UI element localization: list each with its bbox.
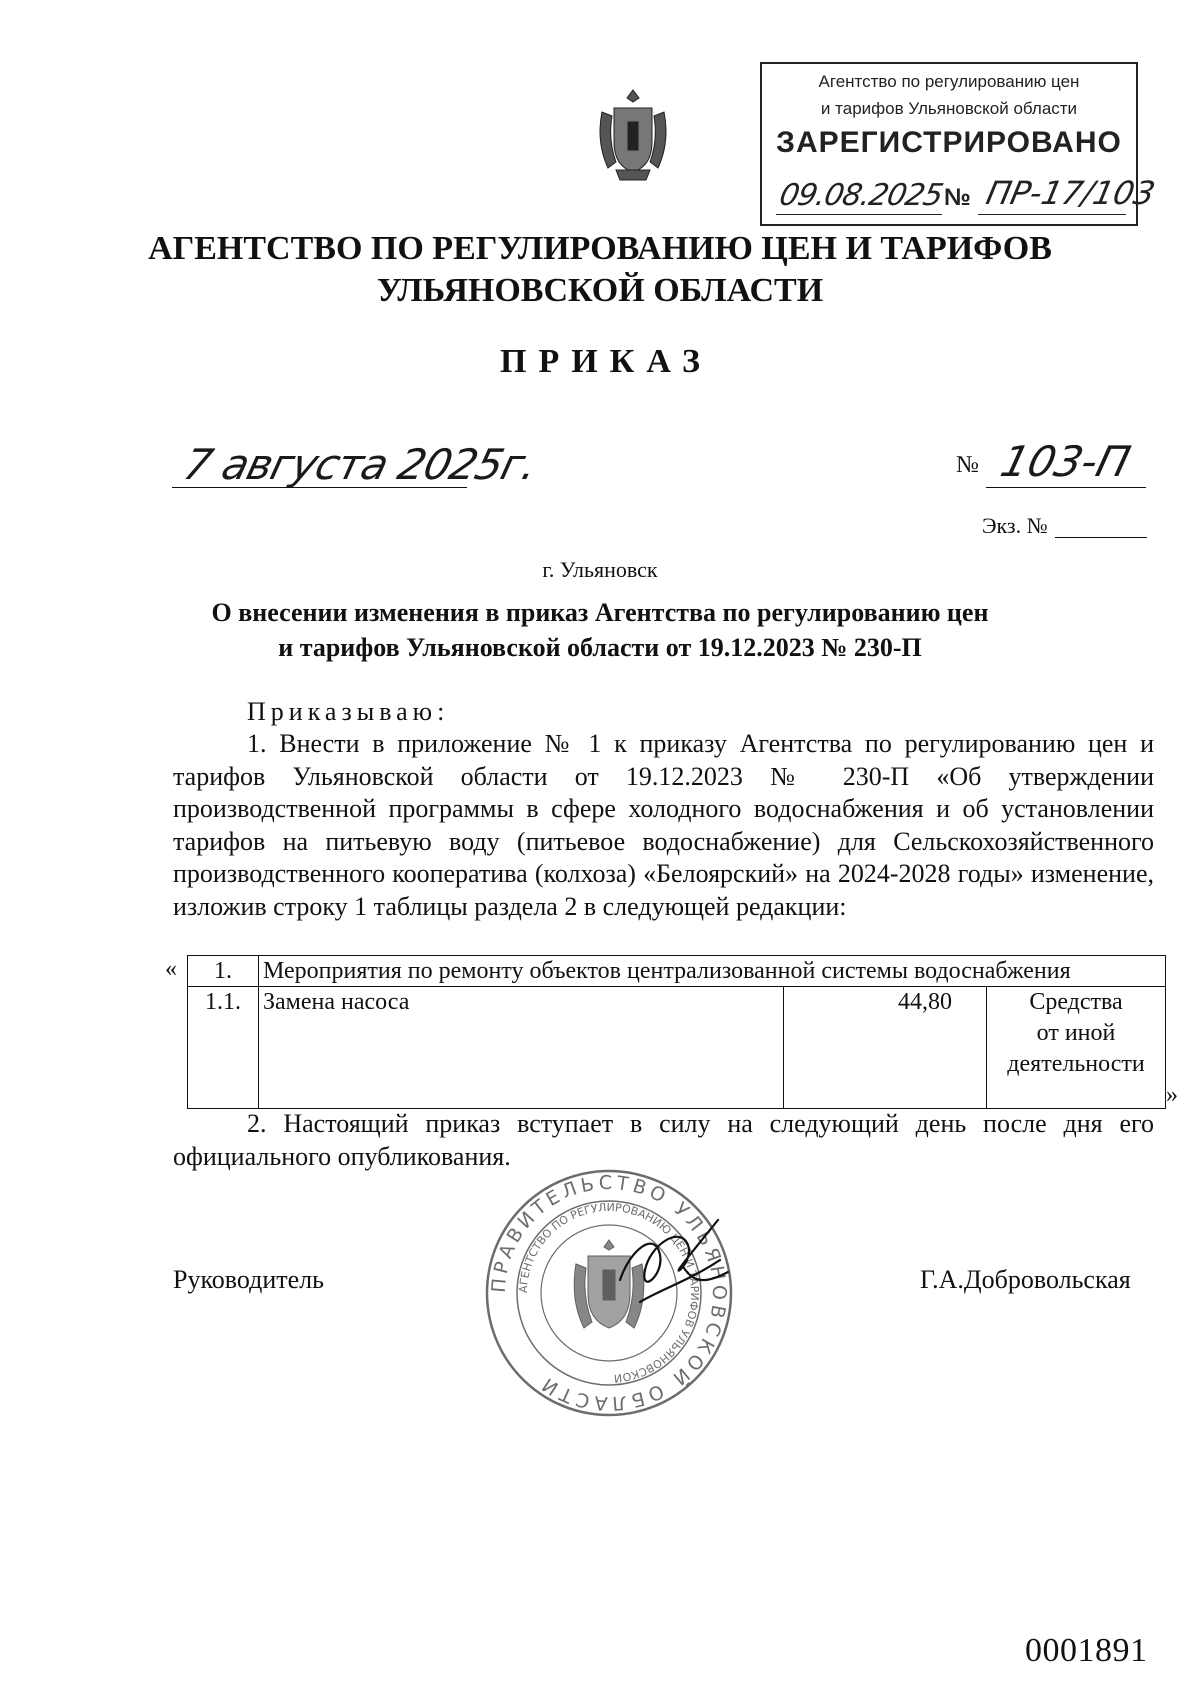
table-row — [188, 956, 1166, 987]
order-date-handwritten: 7 августа 2025г. — [178, 440, 542, 489]
subject-line-1: О внесении изменения в приказ Агентства по регулированию цен — [211, 598, 989, 627]
stamp-number-sign: № — [944, 184, 971, 211]
table-row — [188, 987, 1166, 1109]
stamp-line-2: и тарифов Ульяновской области — [820, 99, 1078, 118]
order-number-label: № — [956, 452, 979, 478]
table-cell-value: 44,80 — [784, 987, 987, 1109]
stamp-date-underline — [776, 214, 942, 215]
subject-line-2: и тарифов Ульяновской области от 19.12.2023 № 230-П — [278, 633, 922, 662]
order-date-underline — [172, 487, 467, 488]
table-cell-number: 1. — [188, 956, 259, 987]
program-table — [187, 955, 1166, 1109]
table-cell-text: Мероприятия по ремонту объектов централизованной системы водоснабжения — [259, 956, 1166, 987]
stamp-handwritten-date: 09.08.2025 — [776, 178, 946, 213]
funding-source-line-1: Средства — [1029, 989, 1123, 1015]
table-cell-funding-source — [987, 987, 1166, 1109]
agency-title — [0, 228, 1200, 312]
registration-stamp — [760, 62, 1159, 226]
serial-number: 0001891 — [1025, 1632, 1148, 1669]
handwritten-signature — [600, 1210, 740, 1320]
document-type: ПРИКАЗ — [500, 343, 712, 380]
stamp-handwritten-number: ПР-17/103 — [982, 174, 1159, 212]
signer-name: Г.А.Добровольская — [920, 1265, 1131, 1294]
stamp-number-underline — [978, 214, 1126, 215]
coat-of-arms-emblem — [594, 86, 672, 184]
stamp-line-1: Агентство по регулированию цен — [818, 72, 1080, 91]
copy-number-label: Экз. № — [982, 513, 1048, 538]
paragraph-2: 2. Настоящий приказ вступает в силу на следующий день после дня его официального опубликования. — [173, 1109, 1154, 1171]
funding-source-line-2: от иной — [1036, 1020, 1116, 1046]
funding-source-line-3: деятельности — [1007, 1051, 1145, 1077]
order-subject — [0, 595, 1200, 665]
order-number-underline — [986, 487, 1146, 488]
order-word: Приказываю: — [247, 697, 450, 726]
city: г. Ульяновск — [542, 557, 658, 582]
table-cell-text: Замена насоса — [259, 987, 784, 1109]
signer-position: Руководитель — [173, 1265, 324, 1294]
table-quote-open: « — [165, 956, 177, 982]
agency-title-line-2: УЛЬЯНОВСКОЙ ОБЛАСТИ — [376, 272, 824, 309]
seal-inner-text: АГЕНТСТВО ПО РЕГУЛИРОВАНИЮ ЦЕН И ТАРИФОВ УЛЬЯНОВСКОЙ — [516, 1200, 702, 1385]
table-quote-close: » — [1166, 1082, 1178, 1108]
order-number-handwritten: 103-П — [995, 437, 1136, 486]
table-cell-number: 1.1. — [188, 987, 259, 1109]
stamp-registered: ЗАРЕГИСТРИРОВАНО — [776, 126, 1122, 159]
seal-outer-text: ПРАВИТЕЛЬСТВО УЛЬЯНОВСКОЙ ОБЛАСТИ — [487, 1171, 731, 1415]
paragraph-1: 1. Внести в приложение № 1 к приказу Агентства по регулированию цен и тарифов Ульяновской области от 19.12.2023 № 230-П «Об утверждении производственной программы в сфере холодного водоснабжения и об установлении тарифов на питьевую воду (питьевое водоснабжение) для Сельскохозяйственного производственного кооператива (колхоза) «Белоярский» на 2024-2028 годы» изменение, изложив строку 1 таблицы раздела 2 в следующей редакции: — [173, 729, 1154, 921]
agency-title-line-1: АГЕНТСТВО ПО РЕГУЛИРОВАНИЮ ЦЕН И ТАРИФОВ — [148, 230, 1052, 267]
copy-number-underline — [1055, 537, 1147, 538]
